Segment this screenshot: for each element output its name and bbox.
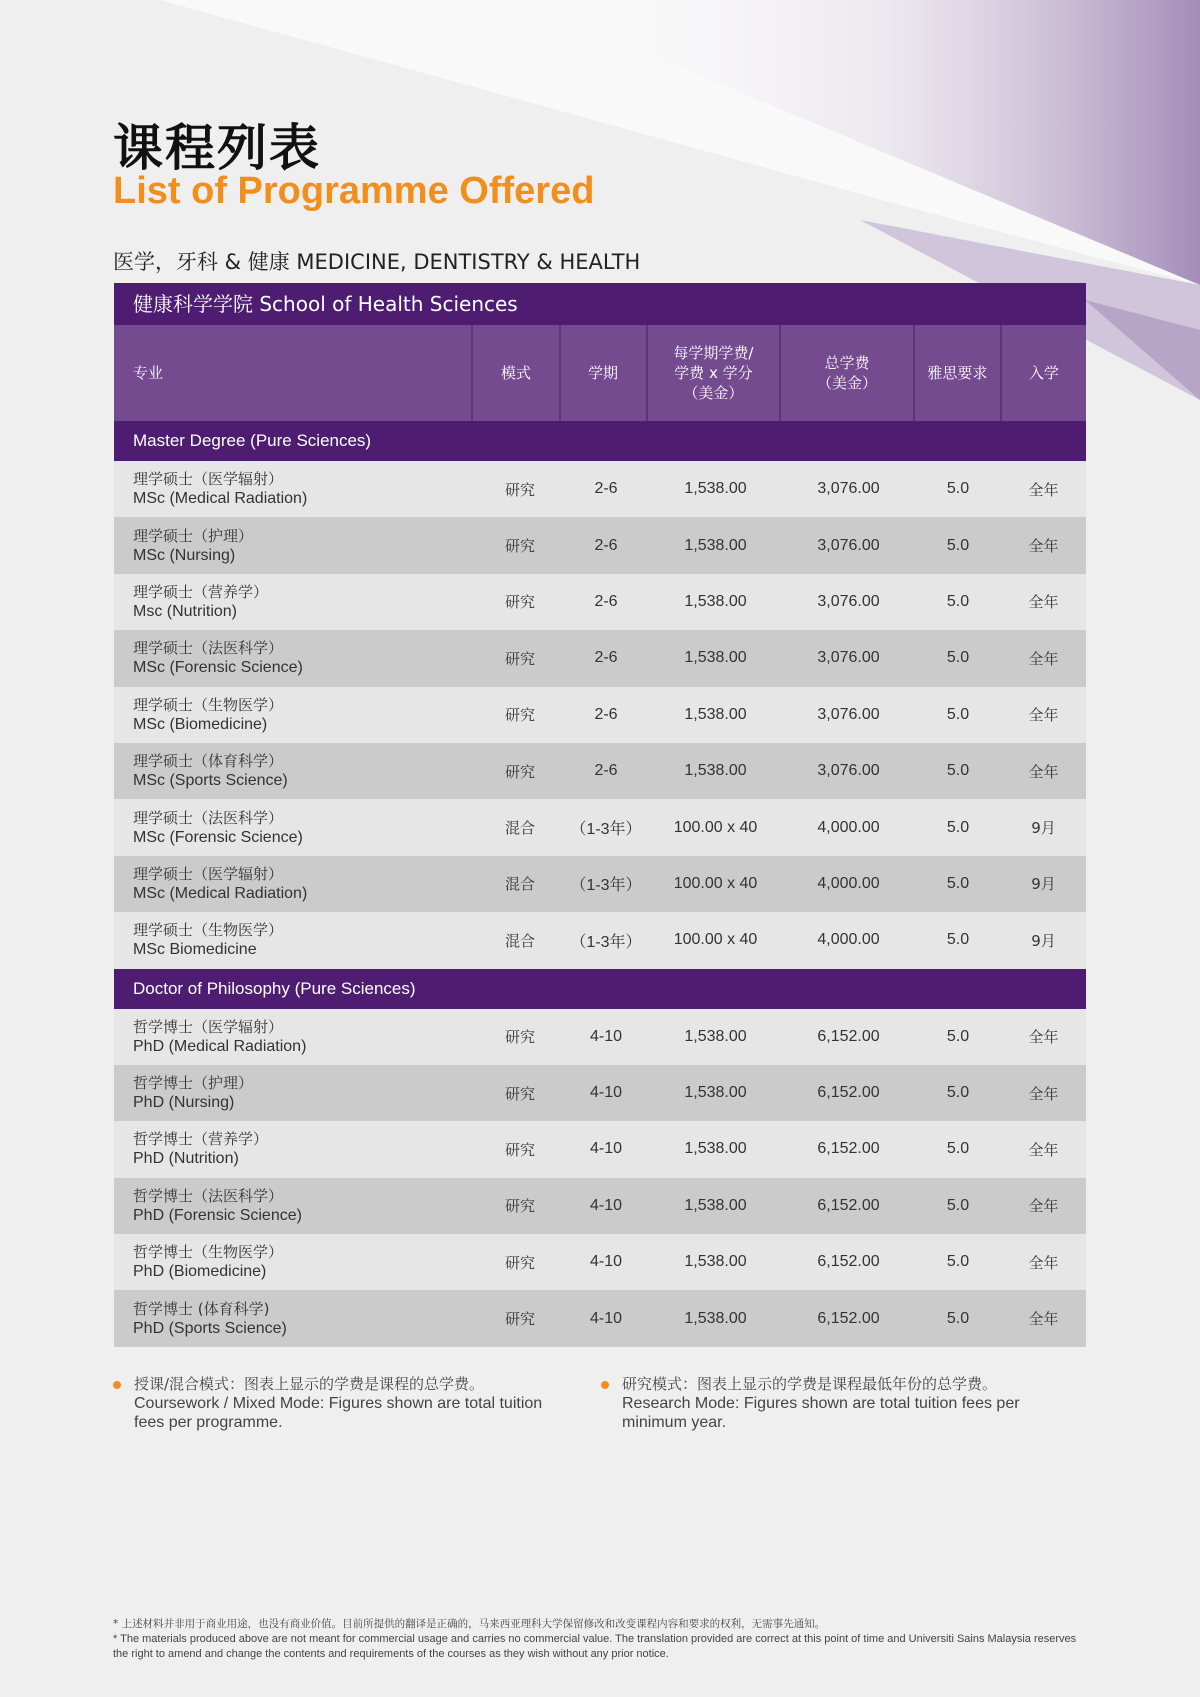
cell-mode: 混合 (504, 931, 535, 950)
cell-programme (114, 630, 477, 686)
note-coursework (113, 1374, 543, 1432)
cell-intake: 全年 (1028, 537, 1059, 556)
table-row (114, 799, 1086, 855)
header-intake: 入学 (1028, 364, 1059, 382)
header-fee-per-semester: 每学期学费/ 学费 x 学分 （美金） (648, 325, 782, 421)
cell-programme (114, 912, 477, 968)
cell-mode: 研究 (504, 762, 535, 781)
table-header-row (114, 325, 1086, 421)
programme-name-cn: 理学硕士（法医科学） (133, 639, 284, 658)
cell-total-fee: 6,152.00 (817, 1253, 880, 1271)
table-row (114, 1065, 1086, 1121)
programme-name-en: MSc (Sports Science) (133, 772, 288, 790)
cell-total-fee: 6,152.00 (817, 1196, 880, 1214)
programme-name-en: MSc (Nursing) (133, 546, 236, 564)
cell-programme (114, 1178, 477, 1234)
programme-name-en: PhD (Nutrition) (133, 1150, 239, 1168)
cell-mode: 研究 (504, 1197, 535, 1216)
cell-semester: （1-3年） (570, 877, 642, 895)
cell-total-fee: 3,076.00 (817, 480, 880, 498)
table-row (114, 461, 1086, 517)
table-row (114, 1234, 1086, 1290)
cell-semester: 4-10 (589, 1196, 623, 1214)
programme-name-en: MSc (Medical Radiation) (133, 490, 308, 508)
school-header: 健康科学学院 School of Health Sciences (114, 283, 1086, 325)
cell-intake: 全年 (1028, 706, 1059, 725)
programme-name-en: PhD (Biomedicine) (133, 1263, 267, 1281)
programme-name-en: MSc Biomedicine (133, 941, 257, 959)
programme-name-cn: 理学硕士（医学辐射） (133, 864, 284, 883)
programme-name-cn: 理学硕士（生物医学） (133, 921, 284, 940)
cell-fee: 1,538.00 (684, 762, 747, 780)
cell-fee: 1,538.00 (684, 1140, 747, 1158)
header-programme: 专业 (114, 325, 473, 421)
cell-mode: 研究 (504, 480, 535, 499)
cell-programme (114, 1121, 477, 1177)
cell-total-fee: 6,152.00 (817, 1084, 880, 1102)
cell-ielts: 5.0 (946, 649, 970, 667)
cell-mode: 混合 (504, 819, 535, 838)
table-row (114, 1121, 1086, 1177)
cell-total-fee: 6,152.00 (817, 1027, 880, 1045)
cell-mode: 研究 (504, 1310, 535, 1329)
header-total-fee: 总学费 （美金） (781, 325, 915, 421)
table-row (114, 856, 1086, 912)
cell-fee: 1,538.00 (684, 1309, 747, 1327)
cell-ielts: 5.0 (946, 592, 970, 610)
cell-fee: 1,538.00 (684, 1196, 747, 1214)
cell-ielts: 5.0 (946, 536, 970, 554)
cell-semester: 2-6 (594, 705, 618, 723)
cell-fee: 1,538.00 (684, 649, 747, 667)
note-research (601, 1374, 1031, 1432)
cell-semester: 4-10 (589, 1309, 623, 1327)
disclaimer-en: * The materials produced above are not meant for commercial usage and carries no commercial value. The translation provided are correct at this point of time and Universiti Sains Malaysia reserves the right to amend and change the contents and requirements of the courses as they wish without any prior notice. (113, 1633, 1077, 1660)
cell-fee: 1,538.00 (684, 480, 747, 498)
cell-semester: 4-10 (589, 1253, 623, 1271)
programme-name-cn: 理学硕士（护理） (133, 526, 254, 545)
group-header: Doctor of Philosophy (Pure Sciences) (114, 969, 1086, 1009)
cell-mode: 研究 (504, 706, 535, 725)
cell-programme (114, 1065, 477, 1121)
cell-ielts: 5.0 (946, 874, 970, 892)
cell-programme (114, 1290, 477, 1346)
table-row (114, 912, 1086, 968)
programme-name-en: PhD (Sports Science) (133, 1319, 287, 1337)
cell-total-fee: 4,000.00 (817, 874, 880, 892)
cell-intake: 全年 (1028, 1197, 1059, 1216)
group-header: Master Degree (Pure Sciences) (114, 421, 1086, 461)
note-en: Research Mode: Figures shown are total tuition fees per minimum year. (622, 1395, 1020, 1431)
table-row (114, 1290, 1086, 1346)
cell-ielts: 5.0 (946, 1309, 970, 1327)
cell-ielts: 5.0 (946, 1027, 970, 1045)
table-row (114, 517, 1086, 573)
cell-fee: 100.00 x 40 (673, 818, 758, 836)
cell-ielts: 5.0 (946, 1084, 970, 1102)
cell-ielts: 5.0 (946, 762, 970, 780)
table-body (114, 421, 1086, 1347)
programme-name-en: MSc (Biomedicine) (133, 715, 268, 733)
cell-total-fee: 4,000.00 (817, 931, 880, 949)
cell-fee: 1,538.00 (684, 1027, 747, 1045)
programme-name-cn: 哲学博士（生物医学） (133, 1243, 284, 1262)
table-row (114, 743, 1086, 799)
note-cn: 授课/混合模式：图表上显示的学费是课程的总学费。 (134, 1375, 485, 1393)
programme-name-cn: 哲学博士（营养学） (133, 1130, 269, 1149)
cell-fee: 100.00 x 40 (673, 931, 758, 949)
cell-mode: 研究 (504, 1253, 535, 1272)
cell-intake: 全年 (1028, 1310, 1059, 1329)
cell-semester: 4-10 (589, 1027, 623, 1045)
cell-intake: 全年 (1028, 1253, 1059, 1272)
programme-name-en: Msc (Nutrition) (133, 602, 238, 620)
bullet-icon (113, 1381, 121, 1389)
programme-name-en: MSc (Forensic Science) (133, 659, 303, 677)
programme-name-cn: 理学硕士（法医科学） (133, 808, 284, 827)
disclaimer-cn: * 上述材料并非用于商业用途，也没有商业价值。目前所提供的翻译是正确的，马来西亚理科大学保留修改和改变课程内容和要求的权利，无需事先通知。 (113, 1618, 826, 1630)
page-title-chinese: 课程列表 (113, 119, 321, 177)
cell-semester: 2-6 (594, 649, 618, 667)
cell-ielts: 5.0 (946, 931, 970, 949)
cell-semester: 2-6 (594, 762, 618, 780)
note-cn: 研究模式：图表上显示的学费是课程最低年份的总学费。 (622, 1375, 998, 1393)
cell-mode: 研究 (504, 1084, 535, 1103)
disclaimer (113, 1617, 1093, 1662)
cell-programme (114, 517, 477, 573)
cell-ielts: 5.0 (946, 705, 970, 723)
cell-programme (114, 856, 477, 912)
cell-fee: 1,538.00 (684, 1084, 747, 1102)
table-row (114, 1178, 1086, 1234)
page-title-english: List of Programme Offered (113, 170, 595, 212)
section-heading: 医学，牙科 & 健康 MEDICINE, DENTISTRY & HEALTH (113, 250, 641, 274)
programme-name-cn: 哲学博士 (体育科学) (133, 1299, 270, 1318)
table-row (114, 1009, 1086, 1065)
cell-intake: 全年 (1028, 649, 1059, 668)
programme-name-cn: 哲学博士（法医科学） (133, 1186, 284, 1205)
cell-semester: （1-3年） (570, 821, 642, 839)
cell-mode: 研究 (504, 537, 535, 556)
cell-programme (114, 461, 477, 517)
note-en: Coursework / Mixed Mode: Figures shown are total tuition fees per programme. (134, 1395, 543, 1431)
cell-mode: 研究 (504, 649, 535, 668)
programme-name-cn: 哲学博士（医学辐射） (133, 1017, 284, 1036)
programme-name-en: PhD (Nursing) (133, 1094, 235, 1112)
table-row (114, 687, 1086, 743)
cell-semester: 2-6 (594, 536, 618, 554)
cell-mode: 研究 (504, 1028, 535, 1047)
cell-intake: 全年 (1028, 1028, 1059, 1047)
cell-fee: 100.00 x 40 (673, 874, 758, 892)
cell-programme (114, 743, 477, 799)
cell-total-fee: 3,076.00 (817, 592, 880, 610)
cell-semester: （1-3年） (570, 933, 642, 951)
cell-semester: 2-6 (594, 592, 618, 610)
cell-semester: 4-10 (589, 1140, 623, 1158)
cell-ielts: 5.0 (946, 818, 970, 836)
cell-fee: 1,538.00 (684, 705, 747, 723)
cell-mode: 研究 (504, 1140, 535, 1159)
cell-programme (114, 687, 477, 743)
cell-programme (114, 574, 477, 630)
programme-name-cn: 理学硕士（生物医学） (133, 695, 284, 714)
cell-total-fee: 4,000.00 (817, 818, 880, 836)
programme-name-cn: 理学硕士（营养学） (133, 582, 269, 601)
cell-ielts: 5.0 (946, 1196, 970, 1214)
programme-name-en: PhD (Medical Radiation) (133, 1037, 307, 1055)
cell-fee: 1,538.00 (684, 536, 747, 554)
header-ielts: 雅思要求 (915, 325, 1002, 421)
cell-total-fee: 6,152.00 (817, 1140, 880, 1158)
cell-intake: 全年 (1028, 593, 1059, 612)
table-row (114, 574, 1086, 630)
cell-total-fee: 3,076.00 (817, 705, 880, 723)
cell-fee: 1,538.00 (684, 592, 747, 610)
cell-total-fee: 3,076.00 (817, 649, 880, 667)
programme-name-cn: 理学硕士（医学辐射） (133, 470, 284, 489)
cell-intake: 9月 (1031, 819, 1056, 838)
cell-ielts: 5.0 (946, 1253, 970, 1271)
table-row (114, 630, 1086, 686)
programme-name-cn: 理学硕士（体育科学） (133, 752, 284, 771)
cell-total-fee: 3,076.00 (817, 762, 880, 780)
programme-name-cn: 哲学博士（护理） (133, 1074, 254, 1093)
cell-intake: 全年 (1028, 762, 1059, 781)
header-mode: 模式 (473, 325, 560, 421)
cell-fee: 1,538.00 (684, 1253, 747, 1271)
cell-intake: 9月 (1031, 931, 1056, 950)
cell-programme (114, 1234, 477, 1290)
programme-table (114, 283, 1086, 1347)
cell-ielts: 5.0 (946, 480, 970, 498)
cell-intake: 9月 (1031, 875, 1056, 894)
cell-semester: 2-6 (594, 480, 618, 498)
cell-programme (114, 799, 477, 855)
bullet-icon (601, 1381, 609, 1389)
cell-ielts: 5.0 (946, 1140, 970, 1158)
header-semester: 学期 (561, 325, 648, 421)
cell-total-fee: 3,076.00 (817, 536, 880, 554)
cell-total-fee: 6,152.00 (817, 1309, 880, 1327)
cell-intake: 全年 (1028, 480, 1059, 499)
cell-intake: 全年 (1028, 1140, 1059, 1159)
cell-mode: 研究 (504, 593, 535, 612)
cell-intake: 全年 (1028, 1084, 1059, 1103)
cell-semester: 4-10 (589, 1084, 623, 1102)
programme-name-en: PhD (Forensic Science) (133, 1206, 302, 1224)
programme-name-en: MSc (Medical Radiation) (133, 884, 308, 902)
cell-mode: 混合 (504, 875, 535, 894)
programme-name-en: MSc (Forensic Science) (133, 828, 303, 846)
cell-programme (114, 1009, 477, 1065)
